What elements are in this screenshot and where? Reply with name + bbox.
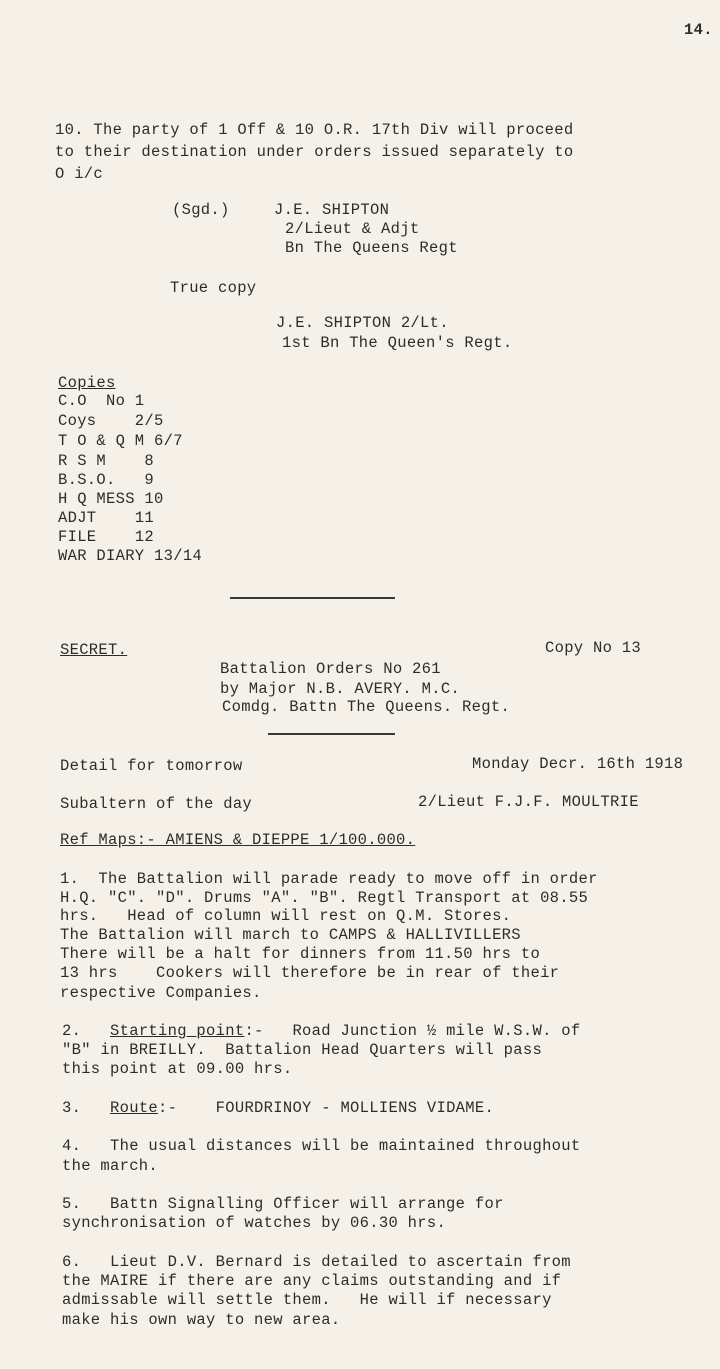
para1-line: respective Companies. (60, 984, 262, 1002)
orders-header-line1: Battalion Orders No 261 (220, 660, 441, 678)
signature-rank: 2/Lieut & Adjt (285, 220, 420, 238)
true-copy-signature-line1: J.E. SHIPTON 2/Lt. (276, 314, 449, 332)
subaltern-label: Subaltern of the day (60, 795, 253, 813)
section-divider (230, 597, 395, 599)
para4-line: 4. The usual distances will be maintained throughout (62, 1137, 581, 1155)
para1-line: 1. The Battalion will parade ready to move off in order (60, 870, 598, 888)
para1-line: H.Q. "C". "D". Drums "A". "B". Regtl Transport at 08.55 (60, 889, 589, 907)
copies-line: ADJT 11 (58, 509, 155, 527)
para3-text: :- FOURDRINOY - MOLLIENS VIDAME. (158, 1099, 495, 1117)
para6-line: 6. Lieut D.V. Bernard is detailed to ascertain from (62, 1253, 571, 1271)
para3-line (62, 1098, 494, 1118)
para5-line: synchronisation of watches by 06.30 hrs. (62, 1214, 447, 1232)
secret-label: SECRET. (60, 641, 128, 659)
copies-line: B.S.O. 9 (58, 471, 155, 489)
copy-number: Copy No 13 (545, 639, 642, 657)
para6-line: the MAIRE if there are any claims outstanding and if (62, 1272, 562, 1290)
copies-heading: Copies (58, 374, 116, 392)
header-divider (268, 733, 395, 735)
ref-maps: Ref Maps:- AMIENS & DIEPPE 1/100.000. (60, 831, 416, 849)
detail-label: Detail for tomorrow (60, 757, 243, 775)
signature-unit: Bn The Queens Regt (285, 239, 458, 257)
para2-line3: this point at 09.00 hrs. (62, 1060, 293, 1078)
copies-line: T O & Q M 6/7 (58, 432, 183, 450)
copies-line: FILE 12 (58, 528, 155, 546)
orders-header-line3: Comdg. Battn The Queens. Regt. (222, 698, 511, 716)
para3-heading: Route (110, 1099, 159, 1117)
para2-line1-text: :- Road Junction ½ mile W.S.W. of (244, 1022, 581, 1040)
para5-line: 5. Battn Signalling Officer will arrange for (62, 1195, 504, 1213)
sgd-label: (Sgd.) (172, 201, 230, 219)
true-copy-label: True copy (170, 279, 257, 297)
para10-line1: 10. The party of 1 Off & 10 O.R. 17th Div will proceed (55, 121, 574, 139)
subaltern-name: 2/Lieut F.J.F. MOULTRIE (418, 793, 639, 811)
detail-date: Monday Decr. 16th 1918 (472, 755, 684, 773)
para1-line: The Battalion will march to CAMPS & HALLIVILLERS (60, 926, 521, 944)
true-copy-signature-line2: 1st Bn The Queen's Regt. (282, 334, 513, 352)
para10-line2: to their destination under orders issued separately to (55, 143, 574, 161)
para1-line: 13 hrs Cookers will therefore be in rear of their (60, 964, 560, 982)
para6-line: admissable will settle them. He will if necessary (62, 1291, 552, 1309)
para1-line: hrs. Head of column will rest on Q.M. Stores. (60, 907, 512, 925)
signature-name: J.E. SHIPTON (274, 201, 390, 219)
para3-number: 3. (62, 1099, 82, 1117)
para4-line: the march. (62, 1157, 159, 1175)
copies-line: WAR DIARY 13/14 (58, 547, 203, 565)
page-number: 14. (684, 21, 713, 39)
para1-line: There will be a halt for dinners from 11.50 hrs to (60, 945, 541, 963)
copies-line: H Q MESS 10 (58, 490, 164, 508)
para6-line: make his own way to new area. (62, 1311, 341, 1329)
orders-header-line2: by Major N.B. AVERY. M.C. (220, 680, 461, 698)
para10-line3: O i/c (55, 165, 104, 183)
copies-line: C.O No 1 (58, 392, 145, 410)
para2-line2: "B" in BREILLY. Battalion Head Quarters will pass (62, 1041, 543, 1059)
para2-heading: Starting point (110, 1022, 245, 1040)
copies-line: Coys 2/5 (58, 412, 164, 430)
copies-line: R S M 8 (58, 452, 155, 470)
para2-line1 (62, 1021, 581, 1041)
para2-number: 2. (62, 1022, 82, 1040)
